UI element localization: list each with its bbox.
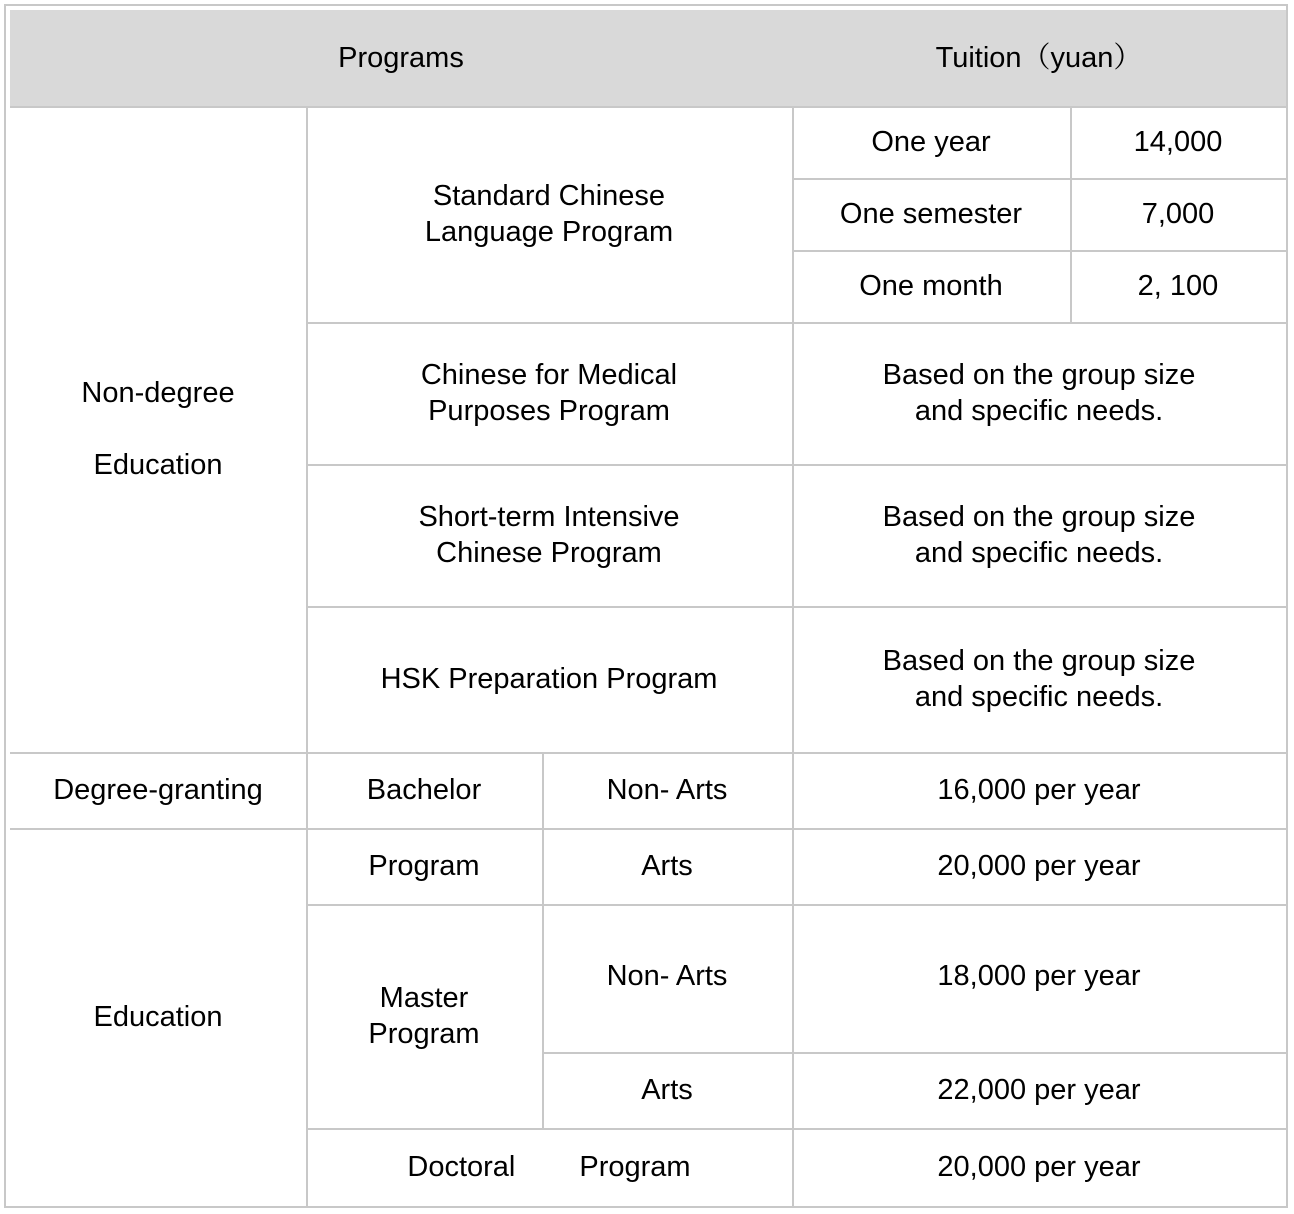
program-bachelor-suffix [306,828,544,906]
category-non-degree-line2: Education [93,449,223,481]
period-cell [792,178,1072,252]
period-label: One semester [839,198,1023,230]
period-cell [792,250,1072,324]
program-doctoral [306,1128,794,1206]
program-bachelor [306,752,544,830]
category-degree-education [10,828,308,1206]
track-label: Non- Arts [606,774,728,806]
fee-value: 2, 100 [1137,270,1219,302]
fee-note-line2: and specific needs. [914,537,1164,569]
fee-value: 18,000 per year [937,960,1141,992]
fee-note-cell [792,322,1286,466]
category-degree-line2: Education [93,1001,223,1033]
program-doctoral-part1: Doctoral [407,1151,516,1183]
fee-cell [1070,106,1286,180]
program-name-line1: Master [379,982,469,1014]
fee-note-cell [792,606,1286,754]
track-label: Non- Arts [606,960,728,992]
program-name-line1: Standard Chinese [432,180,666,212]
fee-cell [792,828,1286,906]
program-name-line2: Language Program [424,216,674,248]
program-doctoral-part2: Program [579,1151,691,1183]
track-cell [542,904,794,1054]
program-medical-chinese [306,322,794,466]
period-label: One year [871,126,991,158]
category-non-degree-line1: Non-degree [81,377,235,409]
category-degree-line1: Degree-granting [53,774,263,806]
program-name-line2: Purposes Program [428,395,670,427]
program-name-line2: Program [368,850,480,882]
fee-note-line1: Based on the group size [882,359,1196,391]
fee-note-line1: Based on the group size [882,501,1196,533]
program-standard-chinese [306,106,794,324]
header-tuition [792,10,1286,108]
program-short-term-intensive [306,464,794,608]
program-name-line2: Chinese Program [436,537,662,569]
fee-note-line2: and specific needs. [914,681,1164,713]
tuition-table [4,4,1288,1208]
fee-value: 7,000 [1141,198,1215,230]
header-tuition-label: Tuition（yuan） [935,42,1143,74]
fee-cell [792,1052,1286,1130]
fee-value: 14,000 [1133,126,1223,158]
fee-cell [792,752,1286,830]
track-cell [542,1052,794,1130]
fee-cell [792,904,1286,1054]
header-programs [10,10,794,108]
header-programs-label: Programs [338,42,464,74]
fee-value: 20,000 per year [937,1151,1141,1183]
program-name-line1: Chinese for Medical [420,359,678,391]
program-name-line1: Short-term Intensive [418,501,680,533]
program-name-line1: Bachelor [366,774,482,806]
fee-cell [1070,178,1286,252]
category-non-degree [10,106,308,754]
fee-cell [1070,250,1286,324]
program-name-line2: Program [368,1018,480,1050]
fee-note-cell [792,464,1286,608]
category-degree-granting [10,752,308,830]
track-label: Arts [641,1074,693,1106]
fee-note-line1: Based on the group size [882,645,1196,677]
track-cell [542,752,794,830]
fee-value: 20,000 per year [937,850,1141,882]
period-label: One month [859,270,1003,302]
program-master [306,904,544,1130]
track-label: Arts [641,850,693,882]
program-hsk-preparation [306,606,794,754]
fee-value: 16,000 per year [937,774,1141,806]
program-name-line1: HSK Preparation Program [380,663,718,695]
fee-value: 22,000 per year [937,1074,1141,1106]
fee-note-line2: and specific needs. [914,395,1164,427]
track-cell [542,828,794,906]
period-cell [792,106,1072,180]
fee-cell [792,1128,1286,1206]
